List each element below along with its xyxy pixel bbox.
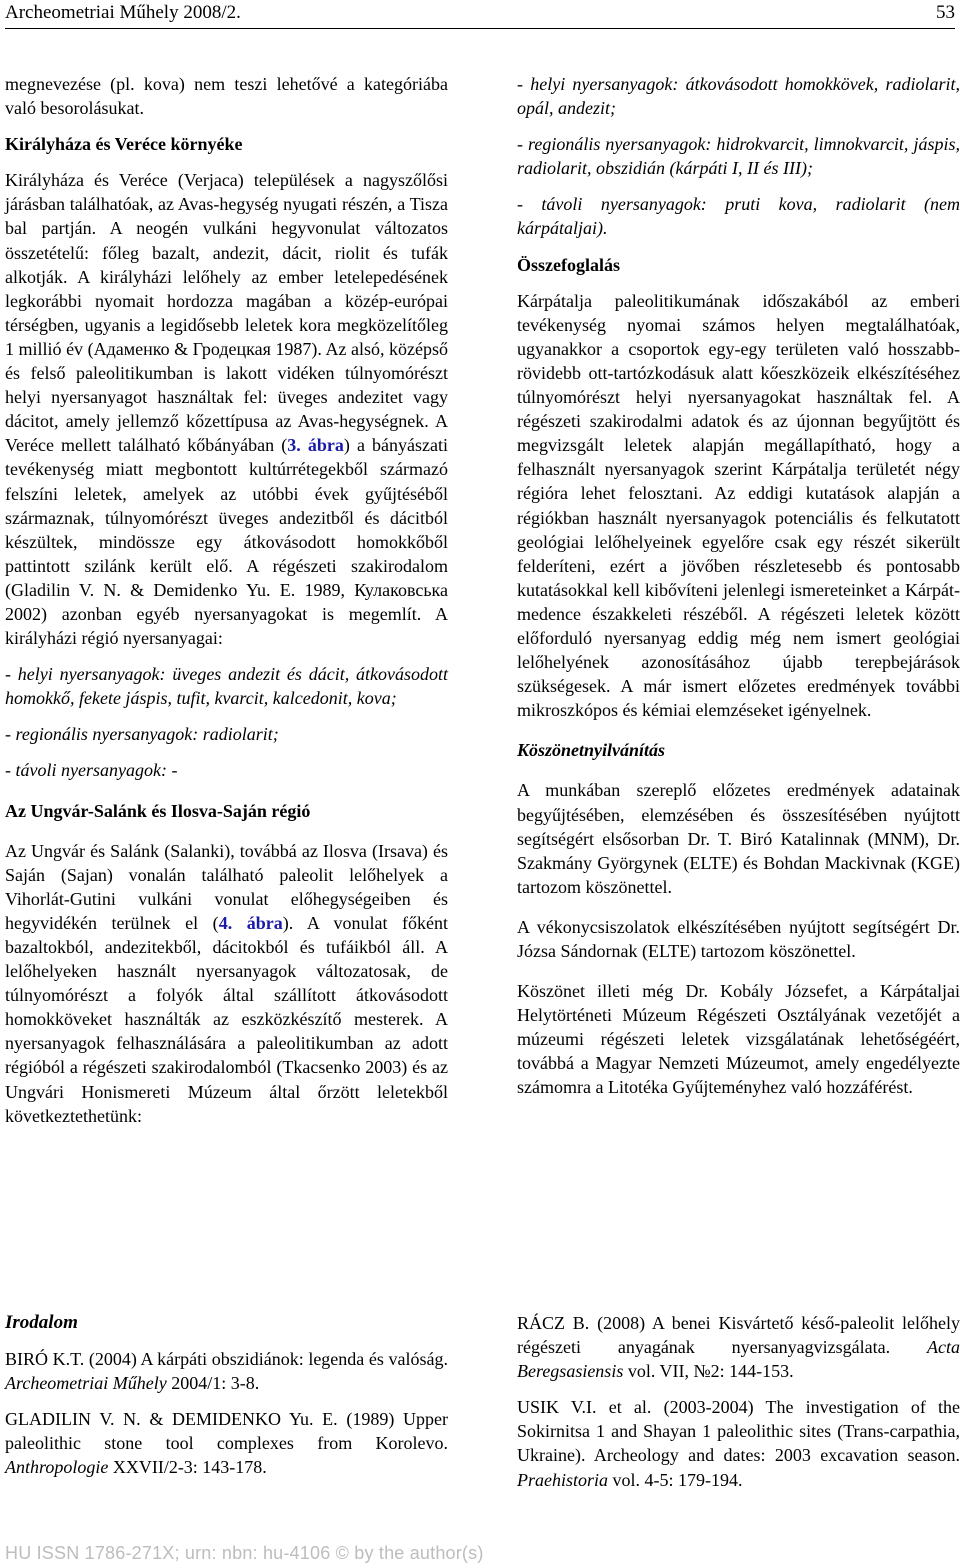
ref-journal: Praehistoria — [517, 1469, 609, 1490]
ungvar-list-regional: - regionális nyersanyagok: hidrokvarcit, limnokvarcit, jáspis, radiolarit, obszidián (kárpáti I, II és III); — [517, 134, 960, 179]
right-column — [517, 72, 960, 1100]
ungvar-list-distant: - távoli nyersanyagok: pruti kova, radiolarit (nem kárpátaljai). — [517, 194, 960, 239]
page-number: 53 — [936, 2, 955, 23]
ref-text: 2004/1: 3-8. — [166, 1373, 260, 1394]
kiralyhaza-list-distant: - távoli nyersanyagok: - — [5, 760, 178, 781]
ref-text: GLADILIN V. N. & DEMIDENKO Yu. E. (1989) Upper paleolithic stone tool complexes from Korolevo. — [5, 1409, 448, 1454]
issn-footer: HU ISSN 1786-271X; urn: nbn: hu-4106 © by the author(s) — [5, 1543, 484, 1563]
summary-paragraph: Kárpátalja paleolitikumának időszakából az emberi tevékenység nyomai számos helyen megtalálhatóak, ugyanakkor a csoportok egy-egy területen való hosszabb-rövidebb ott-tartózkodásuk alatt kőeszközeik elkészítéséhez túlnyomórészt helyi nyersanyagokat használtak fel. A régészeti szakirodalmi adatok és az újonnan begyűjtött és megvizsgált leletek alapján megállapítható, hogy a felhasznált nyersanyagok szerint Kárpátalja területét négy régióra lehet felosztani. Az eddigi kutatások alapján a régiókban használt nyersanyagok potenciális és felkutatott geológiai lelőhelyeinek egyelőre csak egy részét sikerült felderíteni, ezért a jövőben részletesebb és pontosabb kutatásokkal kell kibővíteni jelenlegi ismereteinket a Kárpát-medence északkeleti részéből. A régészeti leletek között előforduló nyersanyag eddig még nem ismert geológiai lelőhelyének azonosításához újabb terepbejárások szükségesek. A már ismert előzetes eredmények további mikroszkópos és kémiai elemzéseket igényelnek. — [517, 290, 960, 721]
reference-biro — [5, 1347, 448, 1395]
references-right — [517, 1311, 960, 1492]
ref-journal: Acta Beregsasiensis — [517, 1337, 960, 1382]
reference-racz — [517, 1311, 960, 1383]
acknowledgement-1: A munkában szereplő előzetes eredmények adatainak begyűjtésében, elemzésében és összesítésében nyújtott segítségért elsősorban Dr. T. Biró Katalinnak (MNM), Dr. Szakmány Györgynek (ELTE) és Bohdan Mackivnak (KGE) tartozom köszönettel. — [517, 780, 960, 897]
acknowledgement-2: A vékonycsiszolatok elkészítésében nyújtott segítségért Dr. Józsa Sándornak (ELTE) tartozom köszönettel. — [517, 916, 960, 961]
left-column — [5, 72, 448, 1128]
ungvar-list-local: - helyi nyersanyagok: átkovásodott homokkövek, radiolarit, opál, andezit; — [517, 74, 960, 119]
kiralyhaza-text-end: ) a bányászati tevékenység miatt megbontott kultúrrétegekből származó felszíni leletek, amelyek az utóbbi évek gyűjtéséből származnak, túlnyomórészt üveges andezitből és dácitból készültek, mindössze egy átkovásodott homokkőből pattintott szilánk került elő. A régészeti szakirodalom (Gladilin V. N. & Demidenko Yu. E. 1989, Кулаковська 2002) azonban egyéb nyersanyagokat is megemlít. A királyházi régió nyersanyagai: — [5, 435, 449, 649]
section-heading-acknowledgements: Köszönetnyilvánítás — [517, 740, 666, 761]
kiralyhaza-list-local: - helyi nyersanyagok: üveges andezit és dácit, átkovásodott homokkő, fekete jáspis, tufit, kvarcit, kalcedonit, kova; — [5, 664, 448, 709]
ref-journal: Archeometriai Műhely — [5, 1373, 167, 1394]
section-heading-kiralyhaza: Királyháza és Veréce környéke — [5, 134, 243, 155]
kiralyhaza-paragraph — [5, 168, 448, 650]
references-left — [5, 1311, 448, 1480]
ungvar-paragraph — [5, 839, 448, 1128]
reference-usik — [517, 1395, 960, 1491]
references-heading: Irodalom — [5, 1312, 78, 1333]
running-header — [5, 0, 955, 29]
journal-title: Archeometriai Műhely 2008/2. — [5, 2, 241, 23]
intro-continuation: megnevezése (pl. kova) nem teszi lehetővé a kategóriába való besorolásukat. — [5, 74, 448, 119]
acknowledgement-3: Köszönet illeti még Dr. Kobály Józsefet, a Kárpátaljai Helytörténeti Múzeum Régészeti Osztályának vezetőjét a múzeumi régészeti leletek vizsgálatának lehetőségéért, továbbá a Magyar Nemzeti Múzeumot, amely engedélyezte számomra a Litotéka Gyűjteményhez való hozzáférést. — [517, 981, 960, 1098]
ref-text: USIK V.I. et al. (2003-2004) The investigation of the Sokirnitsa 1 and Shayan 1 paleolithic sites (Trans-carpathia, Ukraine). Archeology and dates: 2003 excavation season. — [517, 1397, 960, 1466]
ungvar-text-end: ). A vonulat főként bazaltokból, andezitekből, dácitokból és tufáikból áll. A lelőhelyeken használt nyersanyagok változatosak, de túlnyomórészt a folyók által szállított átkovásodott homokköveket használták az eszközkészítő mesterek. A nyersanyagok felhasználására a paleolitikumban az adott régióból a régészeti szakirodalomból (Tkacsenko 2003) és az Ungvári Honismereti Múzeum által őrzött leletekből következtethetünk: — [5, 912, 449, 1126]
ref-journal: Anthropologie — [5, 1457, 109, 1478]
kiralyhaza-list-regional: - regionális nyersanyagok: radiolarit; — [5, 724, 279, 745]
ref-text: vol. VII, №2: 144-153. — [623, 1361, 794, 1382]
kiralyhaza-text: Királyháza és Veréce (Verjaca) települések a nagyszőlősi járásban találhatóak, az Avas-hegység nyugati részén, a Tisza bal partján. A neogén vulkáni hegyvonulat változatos összetételű: főleg bazalt, andezit, dácit, riolit és tufák alkotják. A királyházi lelőhely az ember letelepedésének legkorábbi nyomait hordozza magában a közép-európai térségben, ugyanis a legidősebb leletek kora megközelítőleg 1 millió év (Адаменко & Гродецкая 1987). Az alsó, középső és felső paleolitikumban is lakott vidéken túlnyomórészt helyi nyersanyagot használtak fel: üveges andezitet vagy dácitot, amely jellemző kőzettípusa az Avas-hegységnek. A Veréce mellett található kőbányában ( — [5, 170, 448, 456]
figure-ref-3[interactable]: 3. ábra — [287, 435, 344, 456]
ref-text: RÁCZ B. (2008) A benei Kisvártető késő-paleolit lelőhely régészeti anyagának nyersanyagvizsgálata. — [517, 1313, 960, 1358]
ref-text: XXVII/2-3: 143-178. — [108, 1457, 267, 1478]
ref-text: BIRÓ K.T. (2004) A kárpáti obszidiánok: legenda és valóság. — [5, 1349, 448, 1370]
section-heading-ungvar: Az Ungvár-Salánk és Ilosva-Saján régió — [5, 800, 311, 821]
ref-text: vol. 4-5: 179-194. — [608, 1469, 743, 1490]
ungvar-text: Az Ungvár és Salánk (Salanki), továbbá az Ilosva (Irsava) és Saján (Sajan) vonalán található paleolit lelőhelyek a Vihorlát-Gutini vulkáni vonulat előhegységeiben és hegyvidékén terülnek el ( — [5, 840, 448, 933]
section-heading-summary: Összefoglalás — [517, 254, 620, 275]
reference-gladilin — [5, 1407, 448, 1479]
figure-ref-4[interactable]: 4. ábra — [218, 912, 283, 933]
